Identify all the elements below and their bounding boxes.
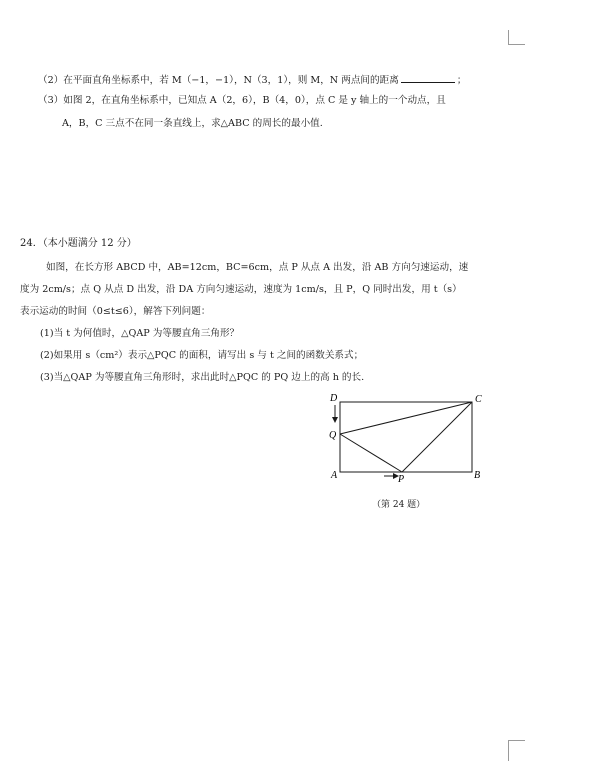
label-d: D [330, 393, 338, 404]
crop-mark-bottom-right [508, 740, 525, 761]
figure-caption: （第 24 题） [372, 500, 426, 510]
crop-mark-top-right [508, 30, 525, 45]
q24-heading: 24．（本小题满分 12 分） [20, 238, 137, 249]
rectangle-abcd [340, 402, 472, 472]
q23-part2-answer-blank[interactable] [401, 72, 455, 83]
q24-stem-line1: 如图，在长方形 ABCD 中，AB=12cm，BC=6cm，点 P 从点 A 出发，沿 AB 方向匀速运动，速 [46, 262, 469, 273]
q23-part3-line2: A，B，C 三点不在同一条直线上，求△ABC 的周长的最小值. [62, 118, 323, 129]
q24-subquestion-1: (1)当 t 为何值时，△QAP 为等腰直角三角形？ [40, 328, 240, 339]
arrow-down-icon [332, 417, 338, 423]
q24-subquestion-2: (2)如果用 s（cm²）表示△PQC 的面积，请写出 s 与 t 之间的函数关系式； [40, 350, 364, 361]
label-c: C [475, 394, 482, 405]
q23-part2 [38, 72, 466, 87]
q24-stem-line3: 表示运动的时间（0≤t≤6），解答下列问题： [20, 306, 211, 317]
label-b: B [474, 470, 481, 481]
segment-pc [402, 402, 472, 472]
label-p: P [398, 474, 405, 484]
q23-part2-text: （2）在平面直角坐标系中，若 M（−1，−1），N（3，1），则 M，N 两点间的距离 [38, 75, 399, 86]
q24-rectangle-figure [322, 388, 492, 484]
q23-part3-line1: （3）如图 2，在直角坐标系中，已知点 A（2，6），B（4，0），点 C 是 y 轴上的一个动点，且 [38, 95, 446, 106]
segment-qc [340, 402, 472, 434]
q24-subquestion-3: (3)当△QAP 为等腰直角三角形时，求出此时△PQC 的 PQ 边上的高 h 的长. [40, 372, 365, 383]
q23-part2-tail: ； [456, 75, 467, 86]
q24-stem-line2: 度为 2cm/s；点 Q 从点 D 出发，沿 DA 方向匀速运动，速度为 1cm/s，且 P，Q 同时出发，用 t（s） [20, 284, 462, 295]
label-a: A [331, 470, 338, 481]
segment-qp [340, 434, 402, 472]
label-q: Q [329, 430, 337, 441]
